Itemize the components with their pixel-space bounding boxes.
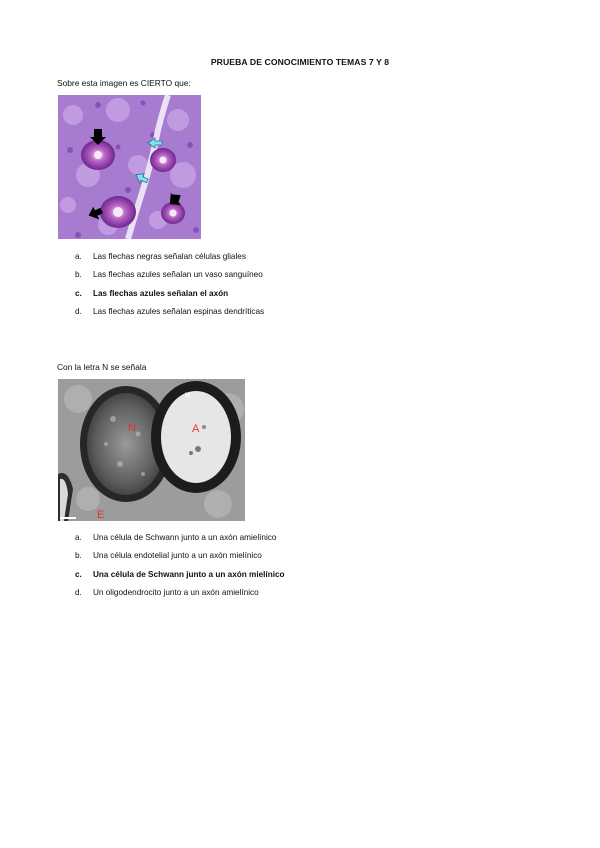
- document-title: PRUEBA DE CONOCIMIENTO TEMAS 7 Y 8: [210, 57, 390, 67]
- q1-option-a-text: Las flechas negras señalan células gliales: [93, 252, 246, 261]
- electron-micrograph-image: [58, 379, 245, 521]
- question-2-prompt: Con la letra N se señala: [57, 362, 147, 372]
- q2-option-a-text: Una célula de Schwann junto a un axón amielínico: [93, 533, 277, 542]
- q2-option-c-text: Una célula de Schwann junto a un axón mielínico: [93, 570, 285, 579]
- label-m: M: [185, 393, 190, 399]
- q2-option-c[interactable]: c. Una célula de Schwann junto a un axón mielínico: [75, 570, 285, 579]
- q1-option-d[interactable]: d. Las flechas azules señalan espinas dendríticas: [75, 307, 265, 316]
- label-n: N: [128, 422, 136, 434]
- electron-micrograph-svg: [58, 379, 245, 521]
- histology-micrograph-image: [58, 95, 201, 239]
- q1-option-c-text: Las flechas azules señalan el axón: [93, 289, 229, 298]
- question-1-prompt: Sobre esta imagen es CIERTO que:: [57, 78, 191, 88]
- q2-option-b-text: Una célula endotelial junto a un axón mielínico: [93, 551, 262, 560]
- q1-option-b-text: Las flechas azules señalan un vaso sanguíneo: [93, 270, 263, 279]
- q2-option-a[interactable]: a. Una célula de Schwann junto a un axón amielínico: [75, 533, 277, 542]
- q1-option-b[interactable]: b. Las flechas azules señalan un vaso sanguíneo: [75, 270, 263, 279]
- q2-option-d[interactable]: d. Un oligodendrocito junto a un axón amielínico: [75, 588, 259, 597]
- histology-micrograph-svg: [58, 95, 201, 239]
- q1-option-a[interactable]: a. Las flechas negras señalan células gliales: [75, 252, 246, 261]
- label-e: E: [97, 509, 105, 521]
- q2-option-d-text: Un oligodendrocito junto a un axón amielínico: [93, 588, 259, 597]
- q2-option-b[interactable]: b. Una célula endotelial junto a un axón mielínico: [75, 551, 262, 560]
- q1-option-d-text: Las flechas azules señalan espinas dendríticas: [93, 307, 265, 316]
- label-a: A: [192, 423, 200, 435]
- q1-option-c[interactable]: c. Las flechas azules señalan el axón: [75, 289, 229, 298]
